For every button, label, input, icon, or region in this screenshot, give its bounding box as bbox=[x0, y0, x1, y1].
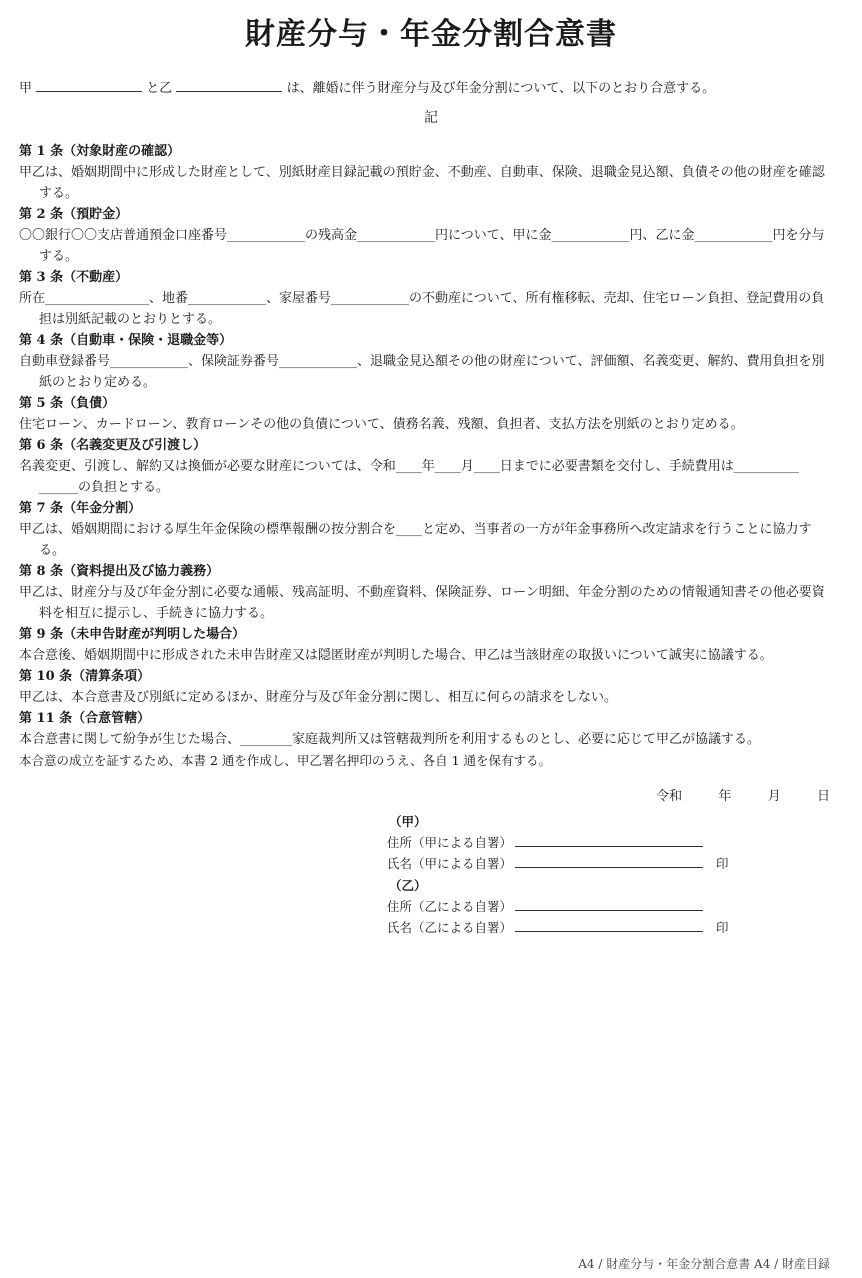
article-body: 本合意書に関して紛争が生じた場合、________家庭裁判所又は管轄裁判所を利用するものとし、必要に応じて甲乙が協議する。 bbox=[19, 732, 761, 747]
address-label: 住所（甲による自署） bbox=[387, 835, 513, 850]
article-1 bbox=[19, 141, 830, 204]
party-a-name-blank bbox=[36, 77, 142, 92]
date-era: 令和 bbox=[656, 789, 683, 804]
signature-address-row[interactable] bbox=[387, 896, 747, 917]
article-heading: 第 4 条（自動車・保険・退職金等） bbox=[19, 333, 233, 348]
signing-date bbox=[656, 787, 830, 807]
article-body: 甲乙は、婚姻期間中に形成した財産として、別紙財産目録記載の預貯金、不動産、自動車、保険、退職金見込額、負債その他の財産を確認する。 bbox=[19, 165, 825, 201]
article-heading: 第 5 条（負債） bbox=[19, 396, 116, 411]
signature-name-row[interactable] bbox=[387, 917, 747, 938]
article-body: 甲乙は、婚姻期間における厚生年金保険の標準報酬の按分割合を____と定め、当事者の一方が年金事務所へ改定請求を行うことに協力する。 bbox=[19, 522, 812, 558]
article-11 bbox=[19, 708, 830, 750]
intro-line bbox=[19, 77, 715, 99]
article-body: 名義変更、引渡し、解約又は換価が必要な財産については、令和____年____月____日までに必要書類を交付し、手続費用は__________ ______の負担とする。 bbox=[19, 459, 799, 495]
article-heading: 第 7 条（年金分割） bbox=[19, 501, 142, 516]
seal-mark: 印 bbox=[716, 856, 729, 871]
document-title: 財産分与・年金分割合意書 bbox=[245, 17, 617, 52]
article-heading: 第 10 条（清算条項） bbox=[19, 669, 151, 684]
article-9 bbox=[19, 624, 830, 666]
ki-marker: 記 bbox=[424, 110, 438, 126]
article-heading: 第 8 条（資料提出及び協力義務） bbox=[19, 564, 220, 579]
name-label: 氏名（甲による自署） bbox=[387, 856, 513, 871]
seal-mark: 印 bbox=[716, 920, 729, 935]
article-10 bbox=[19, 666, 830, 708]
article-body: 甲乙は、本合意書及び別紙に定めるほか、財産分与及び年金分割に関し、相互に何らの請求をしない。 bbox=[19, 690, 618, 705]
date-year: 年 bbox=[718, 789, 732, 804]
signature-name-row[interactable] bbox=[387, 853, 747, 874]
intro-party-a: 甲 bbox=[19, 81, 33, 96]
intro-text: は、離婚に伴う財産分与及び年金分割について、以下のとおり合意する。 bbox=[286, 81, 716, 96]
date-month: 月 bbox=[767, 789, 781, 804]
address-signature-line[interactable] bbox=[515, 846, 703, 847]
name-signature-line[interactable] bbox=[515, 867, 703, 868]
page-footer: A4 / 財産分与・年金分割合意書 A4 / 財産目録 bbox=[578, 1257, 830, 1271]
article-heading: 第 2 条（預貯金） bbox=[19, 207, 129, 222]
article-heading: 第 9 条（未申告財産が判明した場合） bbox=[19, 627, 246, 642]
article-5 bbox=[19, 393, 830, 435]
closing-statement: 本合意の成立を証するため、本書 2 通を作成し、甲乙署名押印のうえ、各自 1 通を保有する。 bbox=[19, 753, 552, 768]
article-2 bbox=[19, 204, 830, 267]
article-body: 甲乙は、財産分与及び年金分割に必要な通帳、残高証明、不動産資料、保険証券、ローン明細、年金分割のための情報通知書その他必要資料を相互に提示し、手続きに協力する。 bbox=[19, 585, 825, 621]
article-heading: 第 1 条（対象財産の確認） bbox=[19, 144, 181, 159]
article-4 bbox=[19, 330, 830, 393]
article-6 bbox=[19, 435, 830, 498]
address-signature-line[interactable] bbox=[515, 910, 703, 911]
signature-block-a bbox=[387, 812, 747, 874]
article-7 bbox=[19, 498, 830, 561]
article-heading: 第 6 条（名義変更及び引渡し） bbox=[19, 438, 207, 453]
signature-block-b bbox=[387, 876, 747, 938]
article-list bbox=[19, 141, 830, 771]
article-8 bbox=[19, 561, 830, 624]
signature-party: （乙） bbox=[389, 878, 427, 893]
article-body: 所在________________、地番____________、家屋番号____________の不動産について、所有権移転、売却、住宅ローン負担、登記費用の負担は別紙記載のとおりとする。 bbox=[19, 291, 825, 327]
date-day: 日 bbox=[816, 789, 830, 804]
article-heading: 第 11 条（合意管轄） bbox=[19, 711, 151, 726]
article-body: 〇〇銀行〇〇支店普通預金口座番号____________の残高金____________円について、甲に金____________円、乙に金____________円を分与する。 bbox=[19, 228, 825, 264]
party-b-name-blank bbox=[176, 77, 282, 92]
signature-address-row[interactable] bbox=[387, 832, 747, 853]
article-3 bbox=[19, 267, 830, 330]
name-signature-line[interactable] bbox=[515, 931, 703, 932]
article-body: 本合意後、婚姻期間中に形成された未申告財産又は隠匿財産が判明した場合、甲乙は当該財産の取扱いについて誠実に協議する。 bbox=[19, 648, 773, 663]
intro-conjunction: と乙 bbox=[146, 81, 173, 96]
name-label: 氏名（乙による自署） bbox=[387, 920, 513, 935]
article-body: 住宅ローン、カードローン、教育ローンその他の負債について、債務名義、残額、負担者、支払方法を別紙のとおり定める。 bbox=[19, 417, 744, 432]
article-heading: 第 3 条（不動産） bbox=[19, 270, 129, 285]
article-body: 自動車登録番号____________、保険証券番号____________、退職金見込額その他の財産について、評価額、名義変更、解約、費用負担を別紙のとおり定める。 bbox=[19, 354, 825, 390]
address-label: 住所（乙による自署） bbox=[387, 899, 513, 914]
signature-party: （甲） bbox=[389, 814, 427, 829]
